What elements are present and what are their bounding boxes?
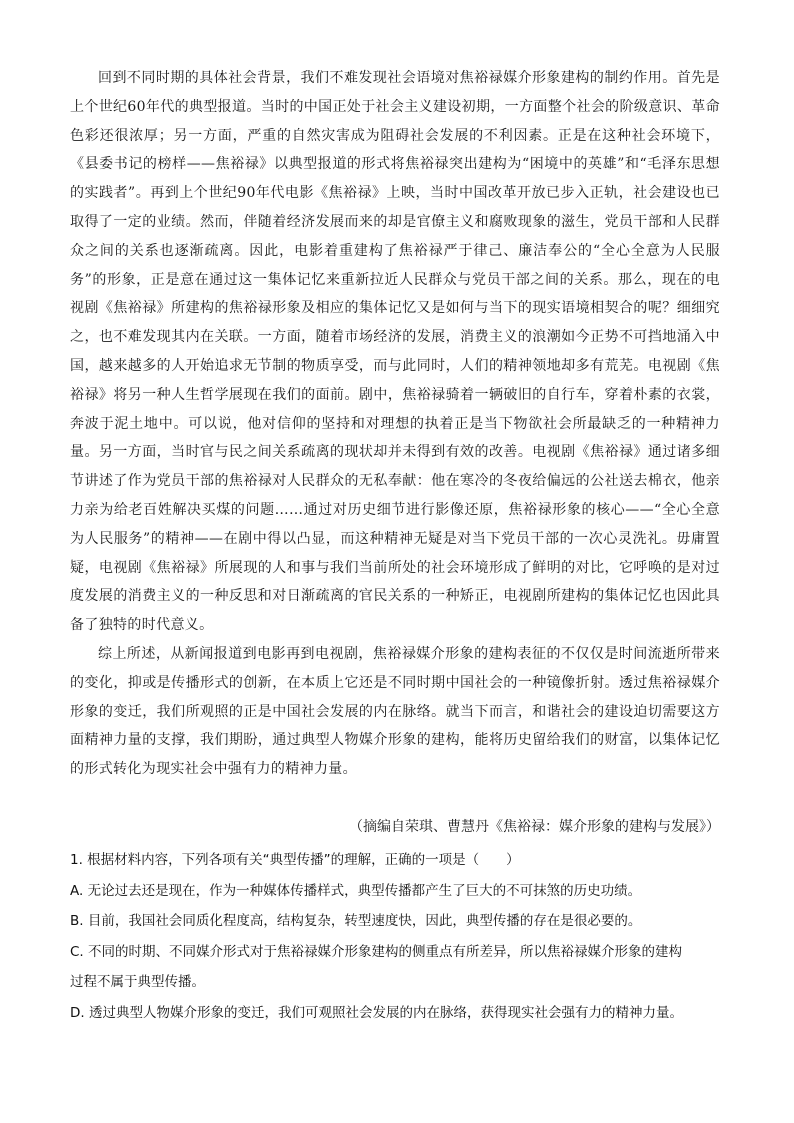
option-c-line-2: 过程不属于典型传播。 <box>70 974 205 990</box>
option-b: B. 目前，我国社会同质化程度高，结构复杂，转型速度快，因此，典型传播的存在是很必要的。 <box>70 913 642 929</box>
passage-source: （摘编自荣琪、曹慧丹《焦裕禄：媒介形象的建构与发展》） <box>349 819 720 835</box>
option-a: A. 无论过去还是现在，作为一种媒体传播样式，典型传播都产生了巨大的不可抹煞的历史功绩。 <box>70 882 642 899</box>
option-c-line-1: C. 不同的时期、不同媒介形式对于焦裕禄媒介形象建构的侧重点有所差异，所以焦裕禄媒介形象的建构 <box>70 943 683 960</box>
question-1 <box>70 845 730 1028</box>
reading-passage <box>70 64 720 784</box>
passage-paragraph-2: 综上所述，从新闻报道到电影再到电视剧，焦裕禄媒介形象的建构表征的不仅仅是时间流逝所带来的变化，抑或是传播形式的创新，在本质上它还是不同时期中国社会的一种镜像折射。透过焦裕禄媒介形象的变迁，我们所观照的正是中国社会发展的内在脉络。就当下而言，和谐社会的建设迫切需要这方面精神力量的支撑，我们期盼，通过典型人物媒介形象的建构，能将历史留给我们的财富，以集体记忆的形式转化为现实社会中强有力的精神力量。 <box>70 645 720 778</box>
question-stem: 1. 根据材料内容，下列各项有关“典型传播”的理解，正确的一项是（ ） <box>70 852 520 868</box>
passage-paragraph-1: 回到不同时期的具体社会背景，我们不难发现社会语境对焦裕禄媒介形象建构的制约作用。首先是上个世纪60年代的典型报道。当时的中国正处于社会主义建设初期，一方面整个社会的阶级意识、革命色彩还很浓厚；另一方面，严重的自然灾害成为阻碍社会发展的不利因素。正是在这种社会环境下，《县委书记的榜样——焦裕禄》以典型报道的形式将焦裕禄突出建构为“困境中的英雄”和“毛泽东思想的实践者”。再到上个世纪90年代电影《焦裕禄》上映，当时中国改革开放已步入正轨，社会建设也已取得了一定的业绩。然而，伴随着经济发展而来的却是官僚主义和腐败现象的滋生，党员干部和人民群众之间的关系也逐渐疏离。因此，电影着重建构了焦裕禄严于律己、廉洁奉公的“全心全意为人民服务”的形象，正是意在通过这一集体记忆来重新拉近人民群众与党员干部之间的关系。那么，现在的电视剧《焦裕禄》所建构的焦裕禄形象及相应的集体记忆又是如何与当下的现实语境相契合的呢？细细究之，也不难发现其内在关联。一方面，随着市场经济的发展，消费主义的浪潮如今正势不可挡地涌入中国，越来越多的人开始追求无节制的物质享受，而与此同时，人们的精神领地却多有荒芜。电视剧《焦裕禄》将另一种人生哲学展现在我们的面前。剧中，焦裕禄骑着一辆破旧的自行车，穿着朴素的衣裳，奔波于泥土地中。可以说，他对信仰的坚持和对理想的执着正是当下物欲社会所最缺乏的一种精神力量。另一方面，当时官与民之间关系疏离的现状却并未得到有效的改善。电视剧《焦裕禄》通过诸多细节讲述了作为党员干部的焦裕禄对人民群众的无私奉献：他在寒冷的冬夜给偏远的公社送去棉衣，他亲力亲为给老百姓解决买煤的问题……通过对历史细节进行影像还原，焦裕禄形象的核心——“全心全意为人民服务”的精神——在剧中得以凸显，而这种精神无疑是对当下党员干部的一次心灵洗礼。毋庸置疑，电视剧《焦裕禄》所展现的人和事与我们当前所处的社会环境形成了鲜明的对比，它呼唤的是对过度发展的消费主义的一种反思和对日渐疏离的官民关系的一种矫正，电视剧所建构的集体记忆也因此具备了独特的时代意义。 <box>70 70 720 634</box>
option-d: D. 透过典型人物媒介形象的变迁，我们可观照社会发展的内在脉络，获得现实社会强有力的精神力量。 <box>70 1004 683 1021</box>
